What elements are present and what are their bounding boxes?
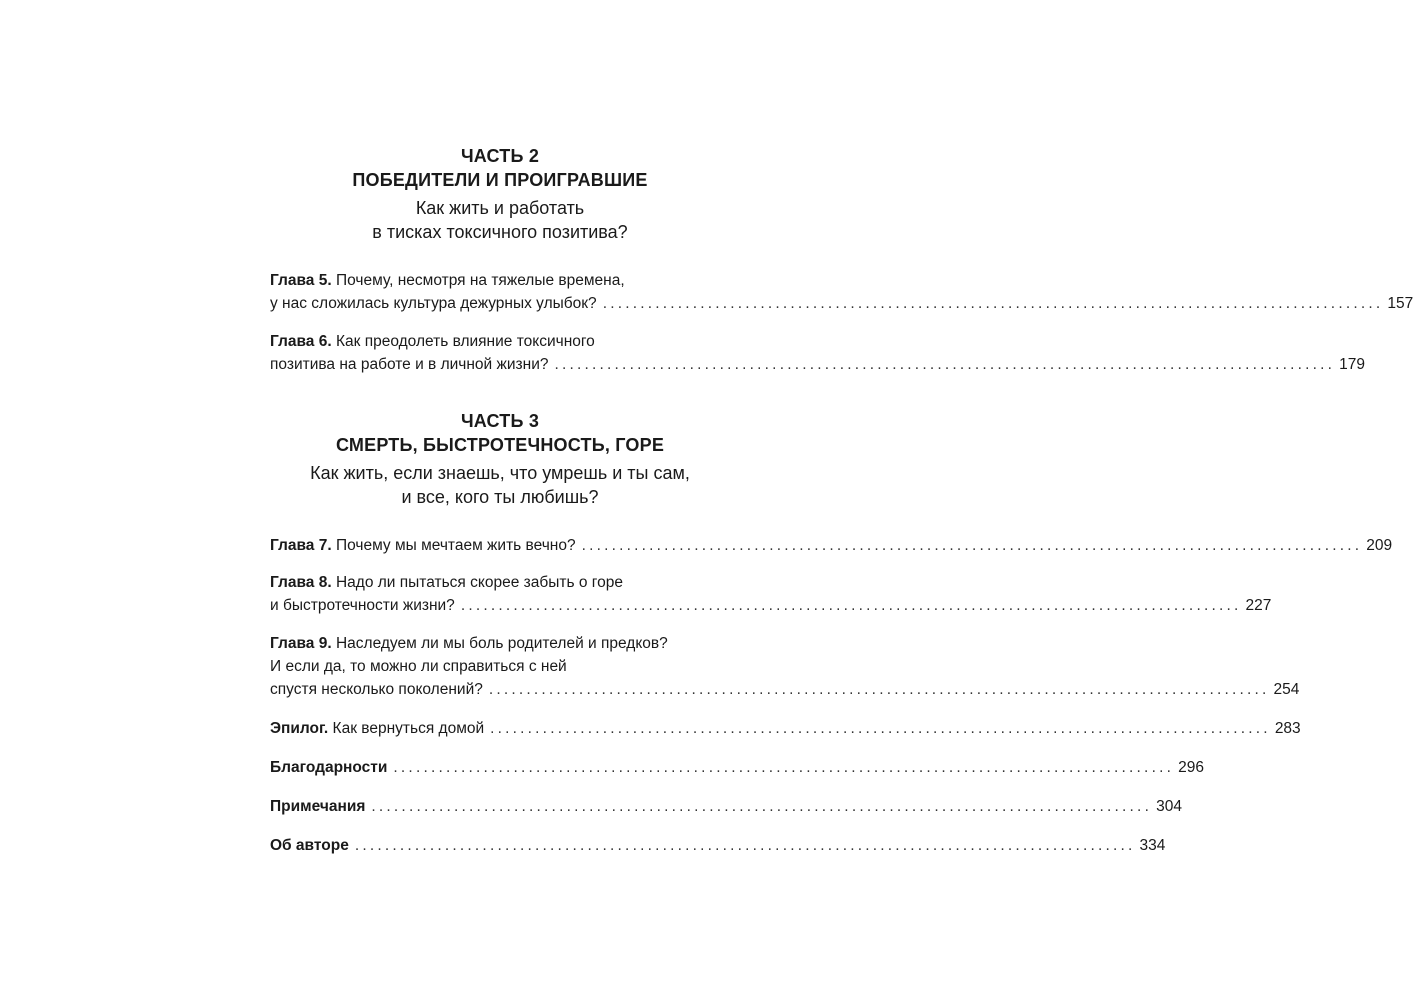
chapter-title-line-1: Как преодолеть влияние токсичного <box>331 333 595 350</box>
notes-label: Примечания <box>270 798 366 815</box>
chapter-title-line-1: Почему мы мечтаем жить вечно? <box>331 537 576 554</box>
chapter-title-line-1: Наследуем ли мы боль родителей и предков? <box>331 635 668 652</box>
chapter-label: Глава 5. <box>270 272 332 289</box>
page-number: 179 <box>1339 356 1366 373</box>
chapter-title-line-1: Почему, несмотря на тяжелые времена, <box>331 272 625 289</box>
part-2-subtitle <box>250 196 750 244</box>
toc-entry-chapter-6[interactable] <box>270 330 1366 376</box>
dot-leader: ........................................................................................................ <box>393 759 1175 776</box>
page-number: 254 <box>1273 681 1300 698</box>
chapter-title-line-2: позитива на работе и в личной жизни? <box>270 356 549 373</box>
part-3-subtitle-line-1: Как жить, если знаешь, что умрешь и ты сам, <box>310 463 690 483</box>
page-number: 227 <box>1245 597 1272 614</box>
part-3-subtitle <box>250 461 750 509</box>
part-2-label: ЧАСТЬ 2 <box>460 146 540 166</box>
part-2-title: ПОБЕДИТЕЛИ И ПРОИГРАВШИЕ <box>352 170 648 190</box>
toc-entry-epilogue[interactable] <box>270 717 1301 740</box>
chapter-title-line-2: у нас сложилась культура дежурных улыбок? <box>270 295 597 312</box>
page-number: 283 <box>1274 720 1301 737</box>
toc-entry-chapter-9[interactable] <box>270 632 1300 701</box>
dot-leader: ........................................................................................................ <box>371 798 1153 815</box>
part-2-subtitle-line-1: Как жить и работать <box>415 198 585 218</box>
toc-entry-acknowledgements[interactable] <box>270 756 1204 779</box>
toc-entry-chapter-7[interactable] <box>270 534 1393 557</box>
page-number: 209 <box>1366 537 1393 554</box>
dot-leader: ........................................................................................................ <box>490 720 1271 737</box>
chapter-title-line-2: и быстротечности жизни? <box>270 597 455 614</box>
toc-entry-chapter-5[interactable] <box>270 269 1413 315</box>
page-number: 334 <box>1139 837 1166 854</box>
page-number: 157 <box>1387 295 1413 312</box>
toc-entry-about-author[interactable] <box>270 834 1166 857</box>
dot-leader: ........................................................................................................ <box>554 356 1336 373</box>
part-3-header <box>250 409 750 509</box>
dot-leader: ........................................................................................................ <box>354 837 1136 854</box>
toc-entry-notes[interactable] <box>270 795 1182 818</box>
chapter-label: Глава 9. <box>270 635 332 652</box>
dot-leader: ........................................................................................................ <box>581 537 1363 554</box>
about-author-label: Об авторе <box>270 837 349 854</box>
part-3-label: ЧАСТЬ 3 <box>460 411 540 431</box>
dot-leader: ........................................................................................................ <box>602 295 1384 312</box>
chapter-label: Глава 6. <box>270 333 332 350</box>
epilogue-title: Как вернуться домой <box>328 720 485 737</box>
part-2-subtitle-line-2: в тисках токсичного позитива? <box>372 222 628 242</box>
page-number: 296 <box>1178 759 1204 776</box>
acknowledgements-label: Благодарности <box>270 759 388 776</box>
dot-leader: ........................................................................................................ <box>488 681 1270 698</box>
part-3-subtitle-line-2: и все, кого ты любишь? <box>401 487 599 507</box>
chapter-title-line-1: Надо ли пытаться скорее забыть о горе <box>331 574 623 591</box>
chapter-title-line-3: спустя несколько поколений? <box>270 681 483 698</box>
page-number: 304 <box>1156 798 1182 815</box>
part-2-header <box>250 144 750 244</box>
chapter-title-line-2: И если да, то можно ли справиться с ней <box>270 658 567 675</box>
toc-entry-chapter-8[interactable] <box>270 571 1272 617</box>
part-3-title: СМЕРТЬ, БЫСТРОТЕЧНОСТЬ, ГОРЕ <box>335 435 665 455</box>
chapter-label: Глава 7. <box>270 537 332 554</box>
dot-leader: ........................................................................................................ <box>460 597 1242 614</box>
chapter-label: Глава 8. <box>270 574 332 591</box>
epilogue-label: Эпилог. <box>270 720 329 737</box>
